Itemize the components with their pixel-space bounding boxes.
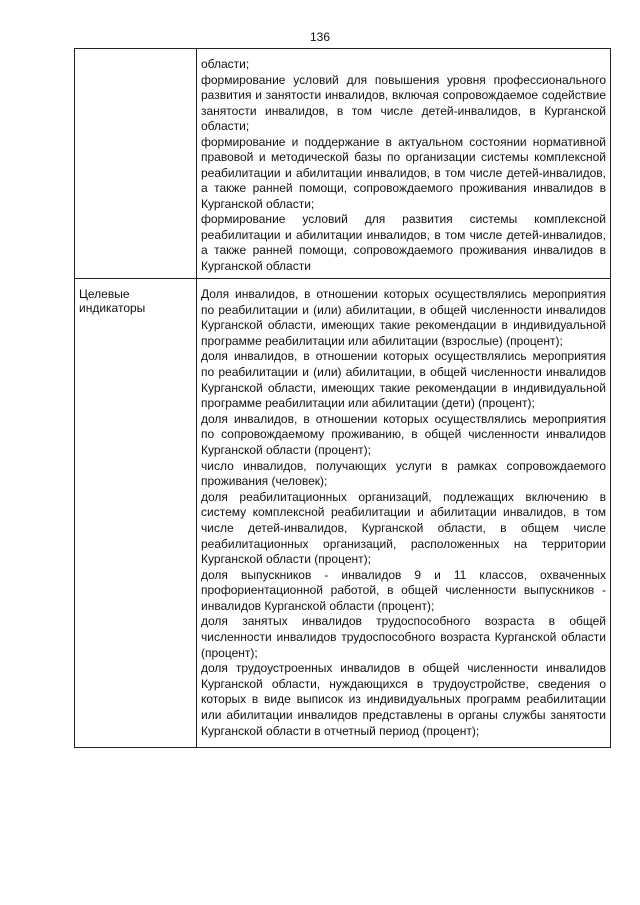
page-number: 136 [309,30,331,44]
paragraph: Доля инвалидов, в отношении которых осуществлялись мероприятия по реабилитации и (или) абилитации, в общей численности инвалидов Курганской области, имеющих такие рекомендации в индивидуальной программе реабилитации или абилитации (взрослые) (процент); [201,287,606,348]
row-label-cell [75,279,197,748]
paragraph: формирование условий для развития системы комплексной реабилитации и абилитации инвалидов, в том числе детей-инвалидов, а также ранней помощи, сопровождаемого проживания инвалидов в Курганской области [201,212,606,273]
paragraph: доля инвалидов, в отношении которых осуществлялись мероприятия по сопровождаемому проживанию, в общей численности инвалидов Курганской области (процент); [201,411,606,457]
paragraph: формирование и поддержание в актуальном состоянии нормативной правовой и методической базы по организации системы комплексной реабилитации и абилитации инвалидов, в том числе детей-инвалидов, а также ранней помощи, сопровождаемого проживания инвалидов в Курганской области; [201,134,606,211]
row-label-cell [75,49,197,279]
row-content-cell [197,279,611,748]
row-content-cell [197,49,611,279]
paragraph: доля инвалидов, в отношении которых осуществлялись мероприятия по реабилитации и (или) абилитации, в общей численности инвалидов Курганской области, имеющих такие рекомендации в индивидуальной программе реабилитации или абилитации (дети) (процент); [201,349,606,411]
paragraph: число инвалидов, получающих услуги в рамках сопровождаемого проживания (человек); [201,458,606,489]
paragraph: доля реабилитационных организаций, подлежащих включению в систему комплексной реабилитации и абилитации инвалидов, в том числе детей-инвалидов, Курганской области, в общем числе реабилитационных организаций, расположенных на территории Курганской области (процент); [201,489,606,567]
paragraph: доля выпускников - инвалидов 9 и 11 классов, охваченных профориентационной работой, в общей численности выпускников - инвалидов Курганской области (процент); [201,567,606,613]
paragraph: доля трудоустроенных инвалидов в общей численности инвалидов Курганской области, нуждающихся в трудоустройстве, сведения о которых в виде выписок из индивидуальных программ реабилитации или абилитации инвалидов представлены в органы службы занятости Курганской области в отчетный период (процент); [201,661,606,738]
row-label: Целевые индикаторы [79,287,146,315]
paragraph: области; [201,57,250,71]
program-passport-table [74,48,611,748]
paragraph: формирование условий для повышения уровня профессионального развития и занятости инвалидов, включая сопровождаемое содействие занятости инвалидов, в том числе детей-инвалидов, в Курганской области; [201,72,606,133]
paragraph: доля занятых инвалидов трудоспособного возраста в общей численности инвалидов трудоспособного возраста Курганской области (процент); [201,614,606,660]
table-row-target-indicators [75,279,611,748]
table-row-tasks [75,49,611,279]
